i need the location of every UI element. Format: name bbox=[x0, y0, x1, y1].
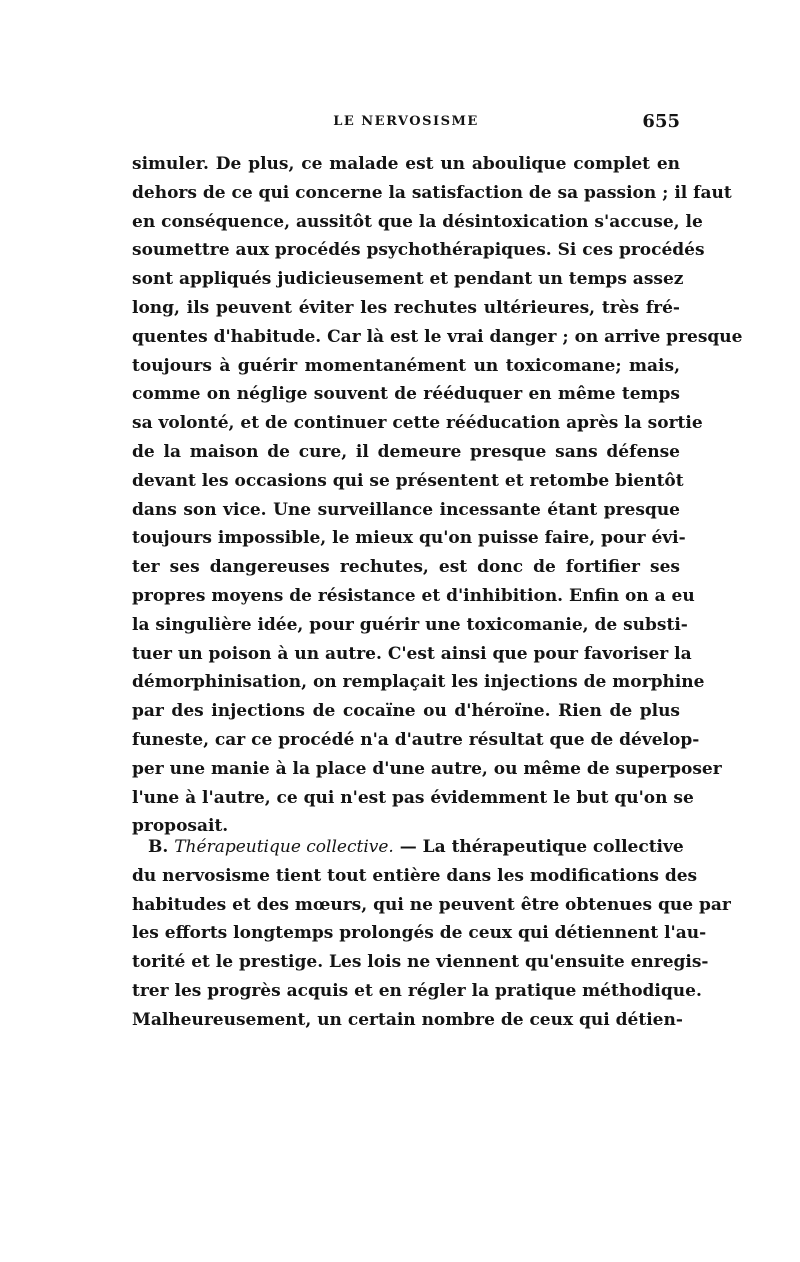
section-title: Thérapeutique collective. bbox=[174, 837, 394, 857]
text-line: l'une à l'autre, ce qui n'est pas évidemment le but qu'on se bbox=[132, 787, 694, 808]
text-line: sont appliqués judicieusement et pendant un temps assez bbox=[132, 269, 684, 290]
text-line: Malheureusement, un certain nombre de ceux qui détien- bbox=[132, 1009, 683, 1030]
text-line: les efforts longtemps prolongés de ceux qui détiennent l'au- bbox=[132, 923, 707, 944]
running-head bbox=[132, 111, 680, 138]
text-line: torité et le prestige. Les lois ne viennent qu'ensuite enregis- bbox=[132, 952, 709, 973]
text-line: long, ils peuvent éviter les rechutes ultérieures, très fré- bbox=[132, 297, 680, 318]
text-line: toujours à guérir momentanément un toxicomane; mais, bbox=[132, 355, 680, 376]
text-line: per une manie à la place d'une autre, ou même de superposer bbox=[132, 758, 722, 779]
section-label: B. bbox=[148, 837, 169, 857]
text-line: propres moyens de résistance et d'inhibition. Enfin on a eu bbox=[132, 585, 695, 606]
text-line: ter ses dangereuses rechutes, est donc de fortifier ses bbox=[132, 557, 680, 578]
running-title: LE NERVOSISME bbox=[333, 114, 479, 129]
text-line: devant les occasions qui se présentent et retombe bientôt bbox=[132, 470, 684, 491]
text-line: dehors de ce qui concerne la satisfaction de sa passion ; il faut bbox=[132, 182, 732, 203]
text-line: trer les progrès acquis et en régler la pratique méthodique. bbox=[132, 980, 702, 1001]
text-line: toujours impossible, le mieux qu'on puisse faire, pour évi- bbox=[132, 528, 686, 549]
text-line: proposait. bbox=[132, 816, 229, 837]
text-line: démorphinisation, on remplaçait les injections de morphine bbox=[132, 672, 705, 693]
text-line: la singulière idée, pour guérir une toxicomanie, de substi- bbox=[132, 614, 688, 635]
text-line: quentes d'habitude. Car là est le vrai danger ; on arrive presque bbox=[132, 326, 743, 347]
section-heading-line bbox=[132, 833, 684, 862]
text-line: tuer un poison à un autre. C'est ainsi que pour favoriser la bbox=[132, 643, 692, 664]
text-line: habitudes et des mœurs, qui ne peuvent être obtenues que par bbox=[132, 894, 731, 915]
text-line: par des injections de cocaïne ou d'héroïne. Rien de plus bbox=[132, 701, 680, 722]
text-line: sa volonté, et de continuer cette rééducation après la sortie bbox=[132, 413, 703, 434]
section-lead-text: — La thérapeutique collective bbox=[399, 837, 684, 857]
text-line: en conséquence, aussitôt que la désintoxication s'accuse, le bbox=[132, 211, 703, 232]
paragraph-1 bbox=[132, 150, 743, 841]
text-line: simuler. De plus, ce malade est un aboulique complet en bbox=[132, 154, 680, 174]
text-line: comme on néglige souvent de rééduquer en même temps bbox=[132, 384, 680, 405]
paragraph-2 bbox=[132, 833, 731, 1035]
text-line: du nervosisme tient tout entière dans les modifications des bbox=[132, 865, 698, 886]
text-line: soumettre aux procédés psychothérapiques. Si ces procédés bbox=[132, 240, 705, 261]
text-line: de la maison de cure, il demeure presque sans défense bbox=[132, 441, 680, 462]
text-line: funeste, car ce procédé n'a d'autre résultat que de dévelop- bbox=[132, 729, 700, 750]
text-line: dans son vice. Une surveillance incessante étant presque bbox=[132, 499, 680, 520]
page-number: 655 bbox=[642, 111, 680, 132]
